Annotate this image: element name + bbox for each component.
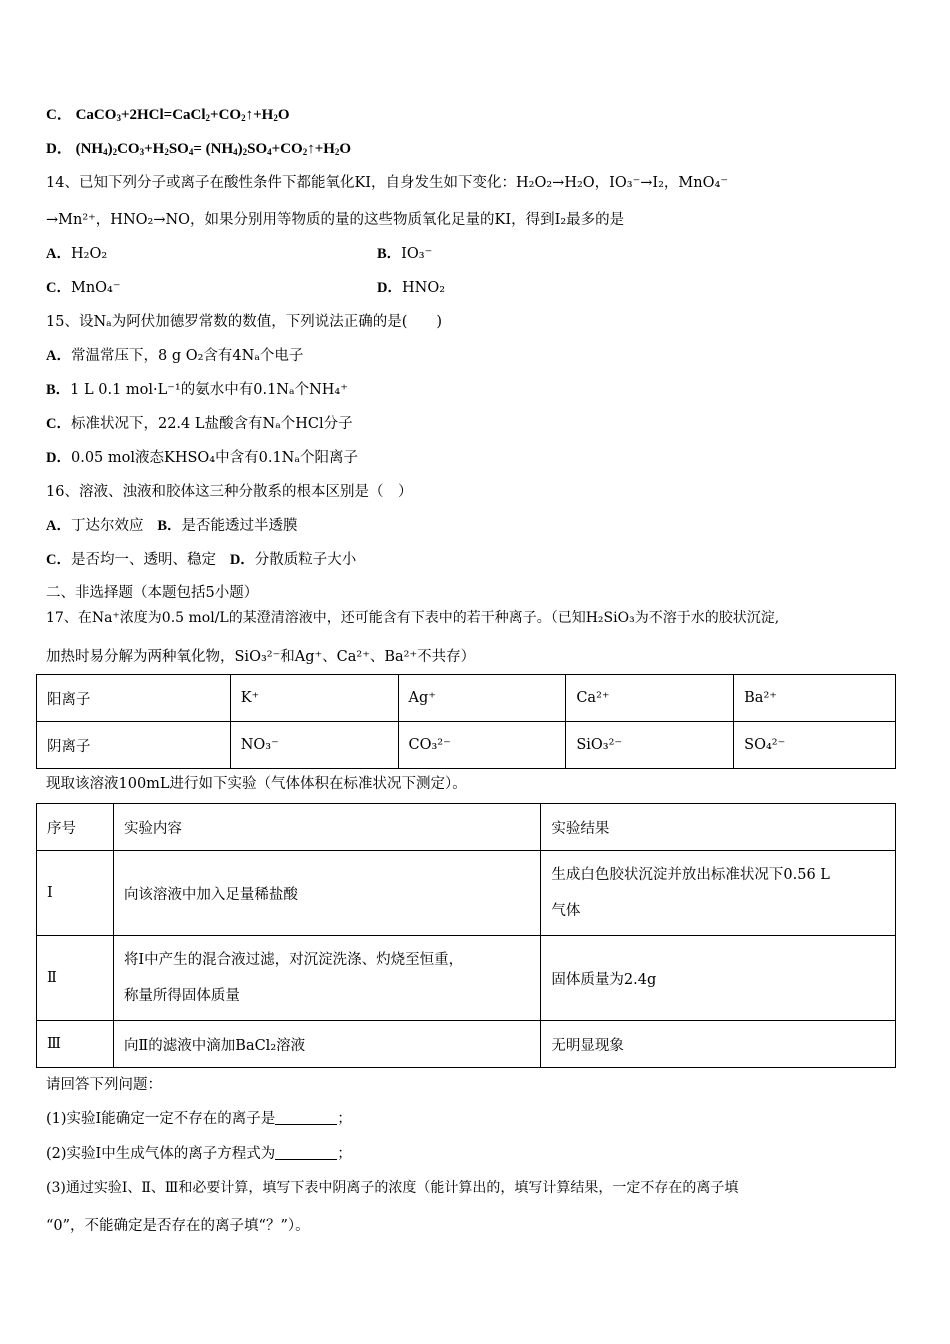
q13-option-d-label: D． <box>46 141 72 157</box>
row-no: Ⅰ <box>37 851 114 936</box>
q15-option-b-label: B． <box>46 382 71 398</box>
row-result-line: 气体 <box>551 903 581 919</box>
table-row <box>37 851 896 936</box>
row-content <box>113 936 540 1021</box>
q16-options-cd <box>46 548 356 569</box>
q13-option-d <box>46 137 351 158</box>
section-heading: 二、非选择题（本题包括5小题） <box>46 585 259 601</box>
row-result: 固体质量为2.4g <box>541 936 896 1021</box>
cation-cell: K⁺ <box>230 675 398 722</box>
q17-stem-line2: 加热时易分解为两种氧化物，SiO₃²⁻和Ag⁺、Ca²⁺、Ba²⁺不共存） <box>46 649 476 665</box>
row-result: 无明显现象 <box>541 1021 896 1068</box>
q14-option-b-text: IO₃⁻ <box>401 246 433 262</box>
row-no: Ⅱ <box>37 936 114 1021</box>
row-content-line: 向该溶液中加入足量稀盐酸 <box>123 886 298 903</box>
cation-cell: Ba²⁺ <box>734 675 896 722</box>
q15-option-a <box>46 344 303 365</box>
answer-blank[interactable] <box>275 1145 337 1160</box>
q14-option-c <box>46 276 121 297</box>
q15-option-d-label: D． <box>46 450 71 466</box>
q16-option-b-text: 是否能透过半透膜 <box>181 518 298 534</box>
q15-option-b-text: 1 L 0.1 mol·L⁻¹的氨水中有0.1Nₐ个NH₄⁺ <box>70 382 348 398</box>
q17-prompt: 请回答下列问题： <box>46 1077 162 1093</box>
row-result <box>541 851 896 936</box>
ion-table <box>36 674 896 769</box>
q16-option-d-text: 分散质粒子大小 <box>254 552 357 568</box>
q14-option-b <box>377 242 432 263</box>
cation-cell: Ca²⁺ <box>566 675 734 722</box>
q14-option-a-label: A． <box>46 246 71 262</box>
cation-header: 阳离子 <box>37 675 231 722</box>
answer-blank[interactable] <box>275 1110 337 1125</box>
q13-option-c-text: $CaCO_3+2HCl=CaCl_2+CO_2↑+H_2O$ <box>75 107 290 123</box>
cation-cell: Ag⁺ <box>398 675 566 722</box>
q17-intro: 现取该溶液100mL进行如下实验（气体体积在标准状况下测定）。 <box>46 776 467 792</box>
q14-option-d-text: HNO₂ <box>401 280 446 296</box>
q15-option-c-text: 标准状况下，22.4 L盐酸含有Nₐ个HCl分子 <box>70 416 353 432</box>
q15-option-d <box>46 446 358 467</box>
q14-option-a-text: H₂O₂ <box>70 246 108 262</box>
q13-option-c-label: C． <box>46 107 72 123</box>
q17-sub1-text: (1)实验Ⅰ能确定一定不存在的离子是 <box>46 1111 276 1127</box>
table-row <box>37 1021 896 1068</box>
q14-option-c-label: C． <box>46 280 71 296</box>
anion-cell: SO₄²⁻ <box>734 722 896 769</box>
anion-cell: CO₃²⁻ <box>398 722 566 769</box>
q17-sub2 <box>46 1142 352 1163</box>
q14-stem-line2: →Mn²⁺，HNO₂→NO，如果分别用等物质的量的这些物质氧化足量的KI，得到I₂最多的是 <box>46 212 625 228</box>
q14-option-d-label: D． <box>377 280 402 296</box>
q17-sub2-end: ； <box>337 1146 352 1162</box>
q17-sub1 <box>46 1107 352 1128</box>
row-result-line: 生成白色胶状沉淀并放出标准状况下0.56 L <box>551 867 830 883</box>
q16-option-c-label: C． <box>46 552 71 568</box>
q16-option-a-label: A． <box>46 518 71 534</box>
q16-options-ab <box>46 514 297 535</box>
q16-option-d-label: D． <box>229 552 255 568</box>
q14-option-c-text: MnO₄⁻ <box>70 280 121 296</box>
q15-option-d-text: 0.05 mol液态KHSO₄中含有0.1Nₐ个阳离子 <box>70 450 358 466</box>
q14-option-d <box>377 276 445 297</box>
q15-option-c <box>46 412 353 433</box>
q16-option-c-text: 是否均一、透明、稳定 <box>70 552 216 568</box>
q14-stem-text1: 已知下列分子或离子在酸性条件下都能氧化KI，自身发生如下变化：H₂O₂→H₂O，IO₃⁻→I₂，MnO₄⁻ <box>78 175 728 191</box>
row-content: 向Ⅱ的滤液中滴加BaCl₂溶液 <box>113 1021 540 1068</box>
experiment-table-header <box>37 804 896 851</box>
experiment-table <box>36 803 896 1068</box>
q17-sub3-line2: “0”，不能确定是否存在的离子填“？”）。 <box>46 1218 310 1234</box>
anion-cell: SiO₃²⁻ <box>566 722 734 769</box>
q13-option-d-text: $(NH_4)_2CO_3+H_2SO_4=$ $(NH_4)_2SO_4+CO_2↑+H_2O$ <box>75 141 352 157</box>
table-row <box>37 936 896 1021</box>
q15-option-c-label: C． <box>46 416 71 432</box>
row-content <box>113 851 540 936</box>
q17-stem-line1: 17、在Na⁺浓度为0.5 mol/L的某澄清溶液中，还可能含有下表中的若干种离子。（已知H₂SiO₃为不溶于水的胶状沉淀, <box>46 610 780 626</box>
anion-header: 阴离子 <box>37 722 231 769</box>
q15-option-a-label: A． <box>46 348 71 364</box>
q14-number: 14、 <box>46 175 79 191</box>
q16-option-a-text: 丁达尔效应 <box>70 518 144 534</box>
anion-cell: NO₃⁻ <box>230 722 398 769</box>
ion-table-cation-row <box>37 675 896 722</box>
q17-sub3-line1: (3)通过实验Ⅰ、Ⅱ、Ⅲ和必要计算，填写下表中阴离子的浓度（能计算出的，填写计算结果，一定不存在的离子填 <box>46 1180 739 1196</box>
header-no: 序号 <box>37 804 114 851</box>
q16-stem: 16、溶液、浊液和胶体这三种分散系的根本区别是（ ） <box>46 484 413 500</box>
q14-option-b-label: B． <box>377 246 402 262</box>
row-content-line: 将Ⅰ中产生的混合液过滤，对沉淀洗涤、灼烧至恒重， <box>123 952 464 968</box>
q17-sub2-text: (2)实验Ⅰ中生成气体的离子方程式为 <box>46 1146 276 1162</box>
q15-option-a-text: 常温常压下，8 g O₂含有4Nₐ个电子 <box>70 348 304 364</box>
q15-stem: 15、设Nₐ为阿伏加德罗常数的数值，下列说法正确的是( ) <box>46 314 443 330</box>
q14-stem-line1 <box>46 171 728 192</box>
q14-option-a <box>46 242 107 263</box>
ion-table-anion-row <box>37 722 896 769</box>
row-no: Ⅲ <box>37 1021 114 1068</box>
header-result: 实验结果 <box>541 804 896 851</box>
q17-sub1-end: ； <box>337 1111 352 1127</box>
q16-option-b-label: B． <box>157 518 182 534</box>
row-content-line: 称量所得固体质量 <box>123 988 240 1004</box>
q15-option-b <box>46 378 348 399</box>
q13-option-c <box>46 103 290 124</box>
header-content: 实验内容 <box>113 804 540 851</box>
